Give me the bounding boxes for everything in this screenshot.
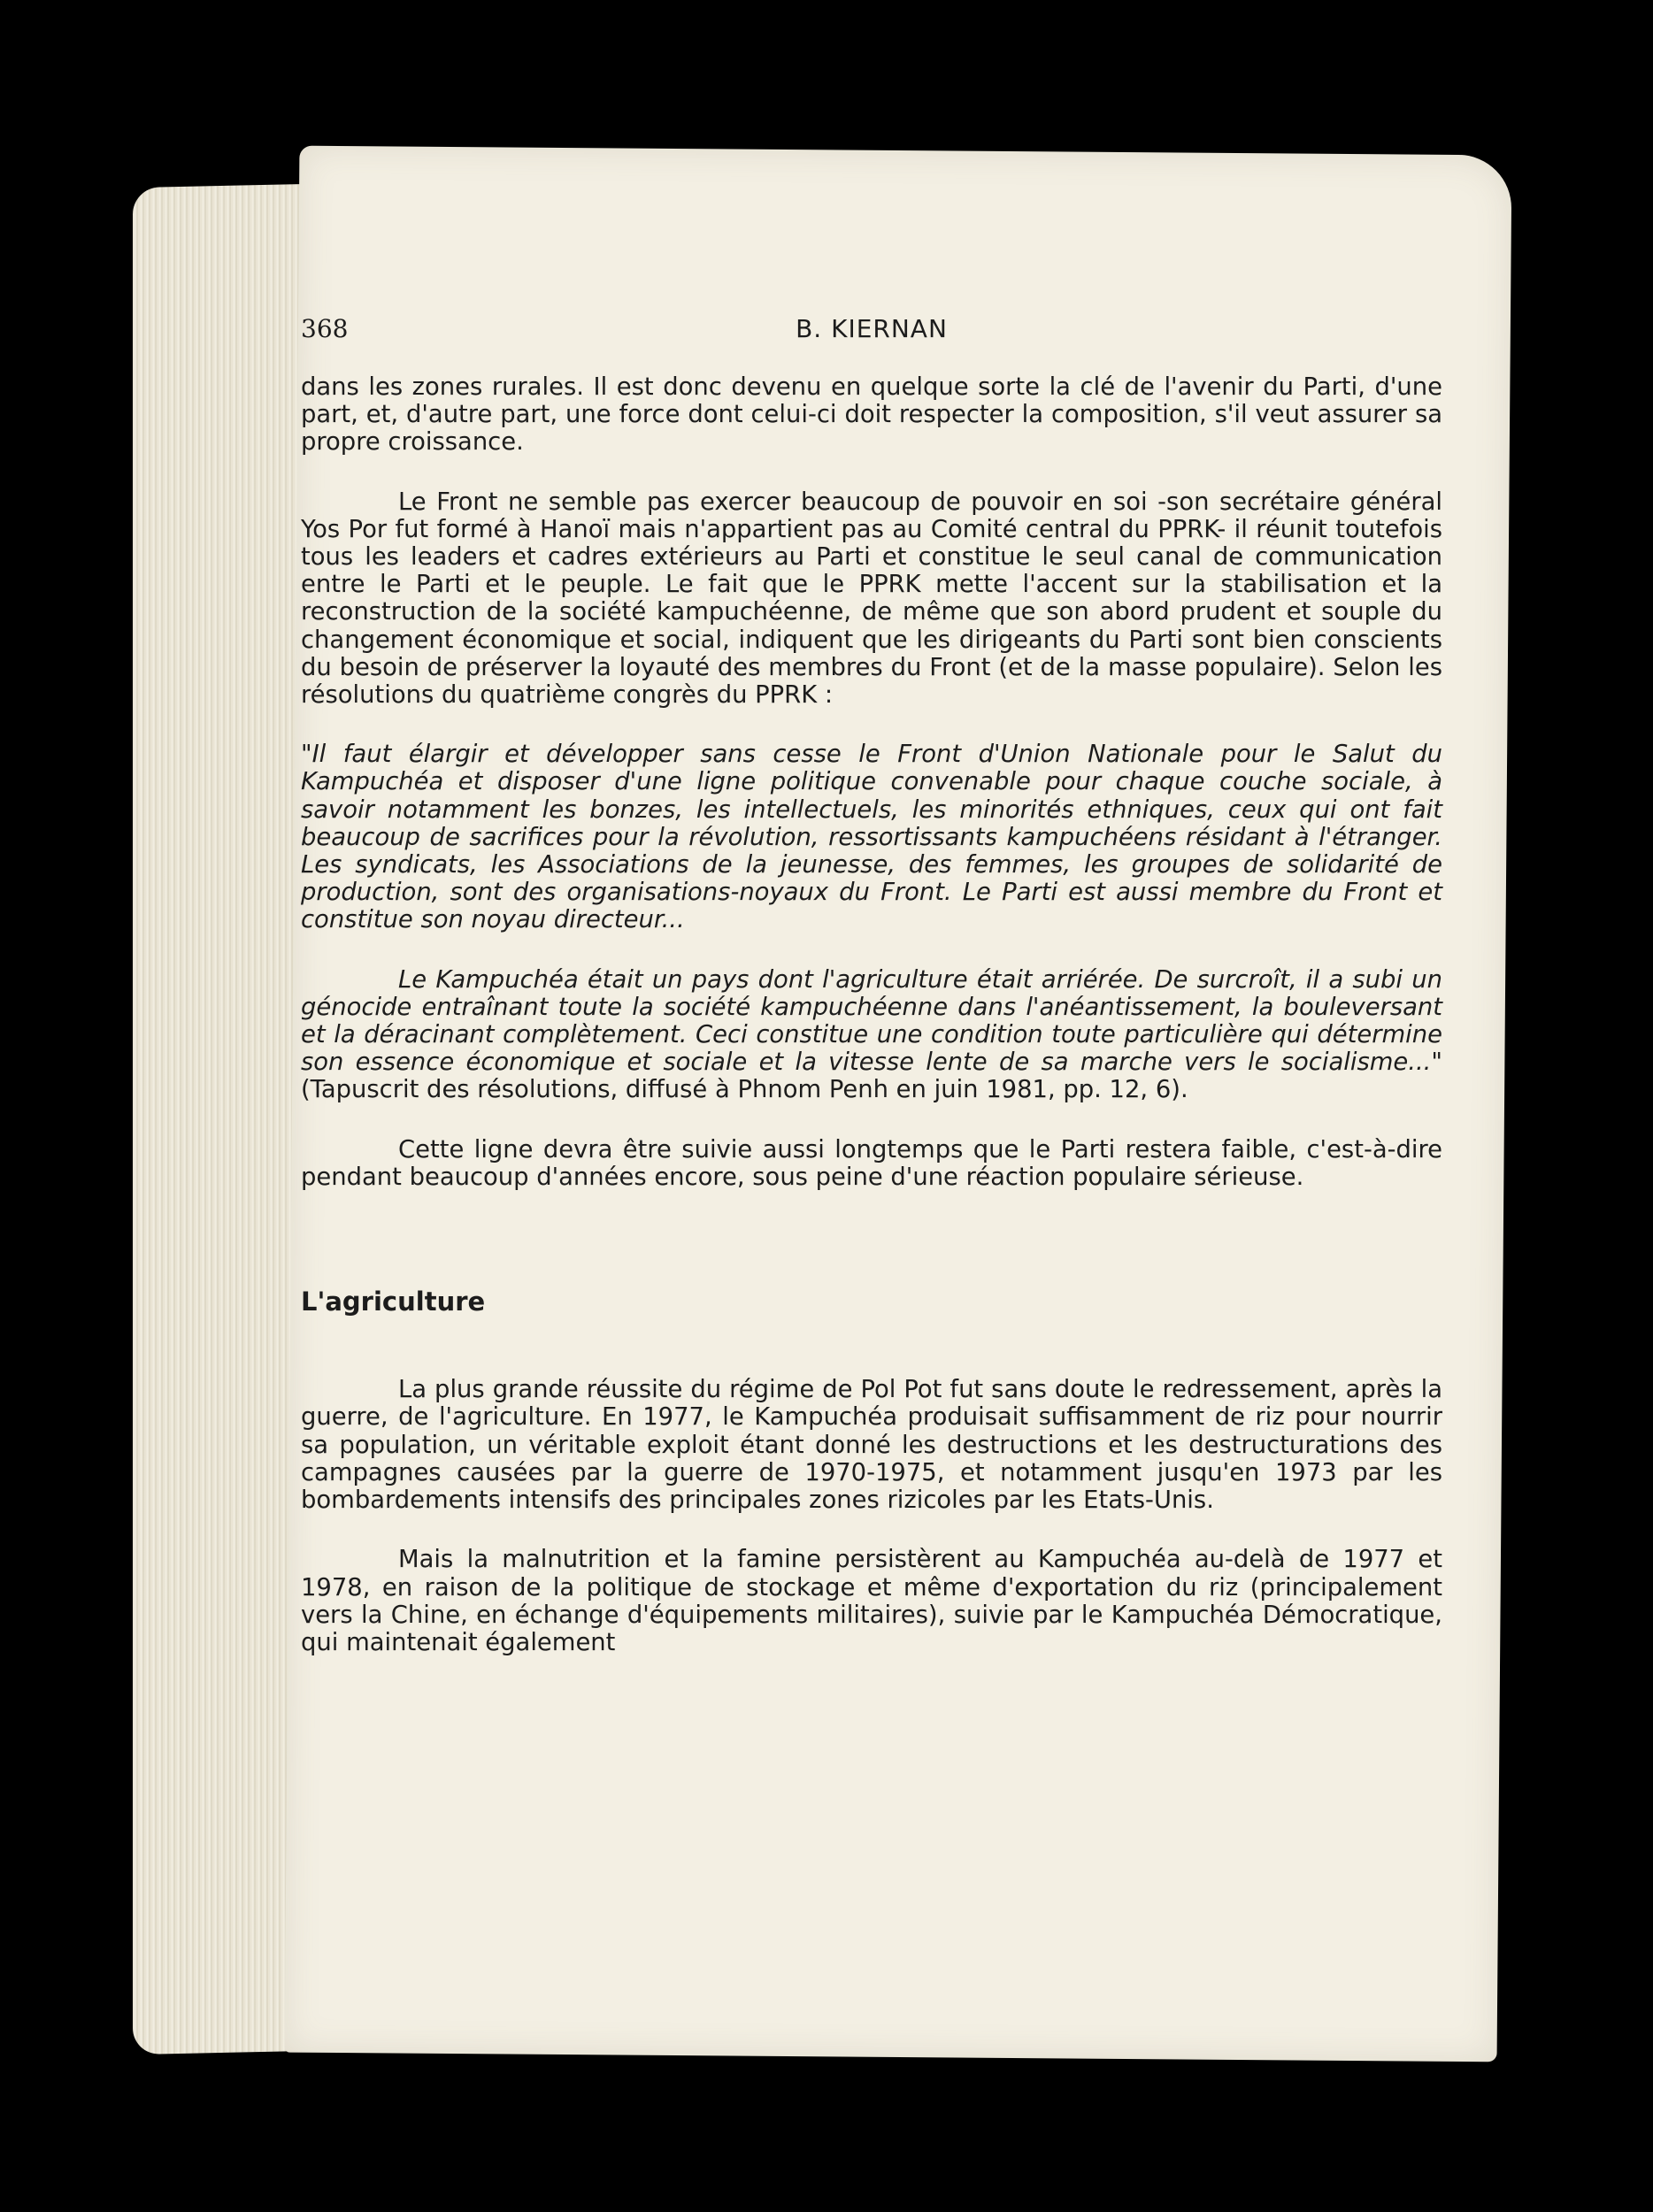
paragraph-1: dans les zones rurales. Il est donc devenu en quelque sorte la clé de l'avenir du Parti, d'une part, et, d'autre part, une force dont celui-ci doit respecter la composition, s'il veut assurer sa propre croissance. [301,373,1442,457]
paragraph-4: La plus grande réussite du régime de Pol Pot fut sans doute le redressement, après la guerre, de l'agriculture. En 1977, le Kampuchéa produisait suffisamment de riz pour nourrir sa population, un véritable exploit étant donné les destructions et les destructurations des campagnes causées par la guerre de 1970-1975, et notamment jusqu'en 1973 par les bombardements intensifs des principales zones rizicoles par les Etats-Unis. [301,1376,1442,1515]
quote-2 [301,966,1442,1104]
paragraph-5: Mais la malnutrition et la famine persistèrent au Kampuchéa au-delà de 1977 et 1978, en raison de la politique de stockage et même d'exportation du riz (principalement vers la Chine, en échange d'équipements militaires), suivie par le Kampuchéa Démocratique, qui maintenait également [301,1546,1442,1656]
body-text [301,373,1442,1656]
paragraph-3: Cette ligne devra être suivie aussi longtemps que le Parti restera faible, c'est-à-dire pendant beaucoup d'années encore, sous peine d'une réaction populaire sérieuse. [301,1135,1442,1191]
quote-2-source: (Tapuscrit des résolutions, diffusé à Phnom Penh en juin 1981, pp. 12, 6). [301,1076,1188,1104]
page-number: 368 [301,314,349,343]
paragraph-2: Le Front ne semble pas exercer beaucoup de pouvoir en soi -son secrétaire général Yos Por fut formé à Hanoï mais n'appartient pas au Comité central du PPRK- il réunit toutefois tous les leaders et cadres extérieurs au Parti et constitue le seul canal de communication entre le Parti et le peuple. Le fait que le PPRK mette l'accent sur la stabilisation et la reconstruction de la société kampuchéenne, de même que son abord prudent et souple du changement économique et social, indiquent que les dirigeants du Parti sont bien conscients du besoin de préserver la loyauté des membres du Front (et de la masse populaire). Selon les résolutions du quatrième congrès du PPRK : [301,488,1442,710]
page-header [301,315,1442,350]
quote-1: "Il faut élargir et développer sans cesse le Front d'Union Nationale pour le Salut du Kampuchéa et disposer d'une ligne politique convenable pour chaque couche sociale, à savoir notamment les bonzes, les intellectuels, les minorités ethniques, ceux qui ont fait beaucoup de sacrifices pour la révolution, ressortissants kampuchéens résidant à l'étranger. Les syndicats, les Associations de la jeunesse, des femmes, les groupes de solidarité de production, sont des organisations-noyaux du Front. Le Parti est aussi membre du Front et constitue son noyau directeur... [301,741,1442,934]
page-edges [133,184,310,2055]
quote-2-text: Le Kampuchéa était un pays dont l'agriculture était arriérée. De surcroît, il a subi un génocide entraînant toute la société kampuchéenne dans l'anéantissement, la bouleversant et la déracinant complètement. Ceci constitue une condition toute particulière qui détermine son essence économique et sociale et la vitesse lente de sa marche vers le socialisme..." [301,965,1442,1077]
section-title: L'agriculture [301,1286,486,1317]
running-head: B. KIERNAN [796,314,948,343]
